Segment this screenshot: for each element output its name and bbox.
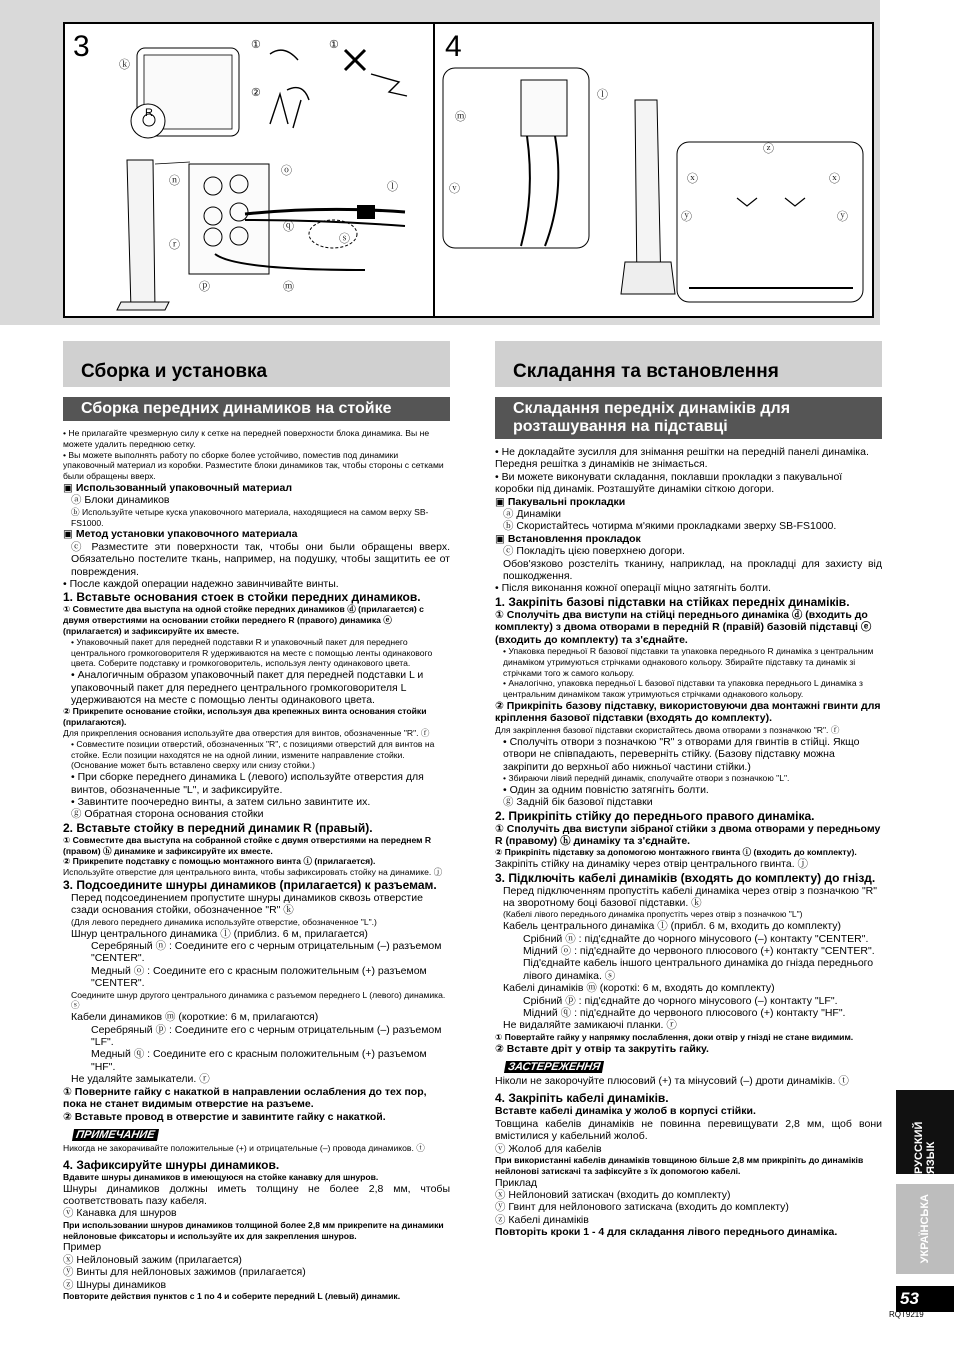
ua-text-line: ⓨ Гвинт для нейлонового затискача (входить до комплекту) xyxy=(495,1201,789,1214)
ru-text-line: ▣ Метод установки упаковочного материала xyxy=(63,528,298,541)
svg-text:ⓢ: ⓢ xyxy=(339,233,350,245)
ua-text-line: ② Вставте дріт у отвір та закрутіть гайку. xyxy=(495,1042,709,1055)
ua-text-line: ① Повертайте гайку у напрямку послаблення, доки отвір у гнізді не стане видимим. xyxy=(495,1031,854,1042)
svg-text:ⓛ: ⓛ xyxy=(387,181,398,193)
svg-text:ⓠ: ⓠ xyxy=(283,221,294,233)
ua-note-label: ЗАСТЕРЕЖЕННЯ xyxy=(504,1061,604,1073)
ru-text-line: ② Вставьте провод в отверстие и завинтите гайку с накаткой. xyxy=(63,1110,386,1123)
ru-text-line: ⓐ Блоки динамиков xyxy=(71,494,170,507)
ru-text-line: Шнуры динамиков должны иметь толщину не более 2,8 мм, чтобы соответствовать пазу кабеля. xyxy=(63,1182,450,1207)
ua-text-line: • Один за одним повністю затягніть болти. xyxy=(503,783,709,796)
svg-text:②: ② xyxy=(251,87,261,99)
svg-text:①: ① xyxy=(251,39,261,51)
ru-subsection-title: Сборка передних динамиков на стойке xyxy=(63,397,450,421)
ua-text-line: Закріпіть стійку на динаміку через отвір центрального гвинта. ⓙ xyxy=(495,858,809,871)
language-tab-ukrainian-label: УКРАЇНСЬКА xyxy=(919,1194,931,1264)
svg-text:ⓨ: ⓨ xyxy=(837,211,848,223)
ua-section-title: Складання та встановлення xyxy=(513,361,779,382)
ru-text-line: Пример xyxy=(63,1241,102,1254)
ua-text-line: ② Прикріпіть підставку за допомогою монтажного гвинта ⓘ (входить до комплекту). xyxy=(495,847,857,858)
russian-column xyxy=(63,341,450,1302)
ru-text-line: ① Совместите два выступа на одной стойке передних динамиков ⓓ (прилагается) с двумя отверстиями на основании стойки переднего R (правого) динамика ⓔ (прилагается) и зафиксируйте их вместе. xyxy=(63,604,424,637)
ua-text-line: Товщина кабелів динаміків не повинна перевищувати 2,8 мм, щоб вони вмістилися у кабельний жолоб. xyxy=(495,1117,882,1143)
ru-text-line: ② Прикрепите подставку с помощью монтажного винта ⓘ (прилагается). xyxy=(63,856,376,867)
ua-text-line: Мідний ⓞ : під'єднайте до червоного плюсового (+) контакту "CENTER". xyxy=(523,944,875,957)
svg-text:ⓧ: ⓧ xyxy=(829,173,840,185)
ua-text-line: Вставте кабелі динаміка у жолоб в корпусі стійки. xyxy=(495,1105,756,1118)
ru-text-line: При использовании шнуров динамиков толщиной более 2,8 мм прикрепите на динамики нейлоновые фиксаторы и используйте их для закрепления шнуров. xyxy=(63,1219,444,1241)
ru-text-line: Серебряный ⓝ : Соедините его с черным отрицательным (–) разъемом "CENTER". xyxy=(91,940,442,965)
ru-text-line: • Упаковочный пакет для передней подставки R и упаковочный пакет для переднего центрального громкоговорителя R удерживаются на месте с помощью ленты одинакового цвета. Соберите подставку и громкоговоритель, используя ленту одинакового цвета. xyxy=(71,636,433,669)
ua-text-line: Срібний ⓟ : під'єднайте до чорного мінусового (–) контакту "LF". xyxy=(523,994,838,1007)
svg-text:ⓨ: ⓨ xyxy=(681,211,692,223)
ru-text-line: Не удаляйте замыкатели. ⓡ xyxy=(71,1073,210,1086)
ru-text-line: • Вы можете выполнять работу по сборке более устойчиво, поместив под динамики упаковочный материал из коробки. Разместите блоки динамиков так, чтобы стороны с сетками были обращены вверх. xyxy=(63,449,444,482)
ua-text-line: • Після виконання кожної операції міцно затягніть болти. xyxy=(495,582,771,595)
language-tab-ukrainian[interactable] xyxy=(896,1184,954,1274)
ru-text-line: (Для левого переднего динамика используйте отверстие, обозначенное "L".) xyxy=(71,916,377,927)
ru-text-line: • Аналогичным образом упаковочный пакет для передней подставки L и упаковочный пакет для переднего центрального громкоговорителя L удерживаются на месте с помощью ленты одинакового цвета. xyxy=(71,669,424,707)
ru-text-line: ⓑ Используйте четыре куска упаковочного материала, находящиеся на самом верху SB-FS1000. xyxy=(71,506,429,528)
assembly-illustration xyxy=(65,24,872,316)
ua-text-line: • Аналогічно, упаковка передньої L базової підставки та упаковка переднього L динаміка з центральним динаміком також утримуються стрічками однакового кольору. xyxy=(503,678,863,700)
ua-text-line: ① Сполучіть два виступи на стійці переднього динаміка ⓓ (входить до комплекту) з двома отворами в передній R (правій) базовій підставці ⓔ (входить до комплекту) та з'єднайте. xyxy=(495,608,872,646)
ua-text-line: ⓐ Динаміки xyxy=(503,508,562,521)
ua-text-line: ② Прикріпіть базову підставку, використовуючи два монтажні гвинти для кріплення базової підставки (входять до комплекту). xyxy=(495,700,881,725)
ua-text-line: • Не докладайте зусилля для знімання решітки на передній панелі динаміка. Передня решітка з динаміків не знімається. xyxy=(495,446,869,471)
figure-box xyxy=(63,22,874,318)
ru-text-line: Шнур центрального динамика ⓛ (приблиз. 6 м, прилагается) xyxy=(71,927,368,940)
ru-text-line: Серебряный ⓟ : Соедините его с черным отрицательным (–) разъемом "LF". xyxy=(91,1023,442,1049)
svg-text:①: ① xyxy=(329,39,339,51)
svg-text:ⓚ: ⓚ xyxy=(119,59,130,71)
ru-text-line: Медный ⓠ : Соедините его с красным положительным (+) разъемом "HF". xyxy=(91,1048,427,1073)
ru-text-line: ② Прикрепите основание стойки, используя два крепежных винта основания стойки (прилагаются). xyxy=(63,706,427,728)
ua-text-line: Для закріплення базової підставки скористайтесь двома отворами з позначкою "R". ⓕ xyxy=(495,724,840,735)
ru-text-line: ① Совместите два выступа на собранной стойке с двумя отверстиями на переднем R (правом) ⓗ динамике и зафиксируйте их вместе. xyxy=(63,834,432,856)
ru-text-line: Кабели динамиков ⓜ (короткие: 6 м, прилагаются) xyxy=(71,1011,319,1024)
ru-body xyxy=(63,428,450,1123)
ua-text-line: ⓑ Скористайтесь чотирма м'якими прокладками зверху SB-FS1000. xyxy=(503,520,837,533)
ua-text-line: 4. Закріпіть кабелі динаміків. xyxy=(495,1091,669,1106)
ua-text-line: Під'єднайте кабель іншого центрального динаміка до гнізда переднього лівого динаміка. ⓢ xyxy=(523,957,874,982)
ru-text-line: Медный ⓞ : Соедините его с красным положительным (+) разъемом "CENTER". xyxy=(91,964,427,990)
ru-text-line: ⓖ Обратная сторона основания стойки xyxy=(71,808,264,821)
ru-text-line: Используйте отверстие для центрального винта, чтобы зафиксировать стойку на динамике. ⓙ xyxy=(63,867,443,878)
ua-text-line: ⓥ Жолоб для кабелів xyxy=(495,1142,602,1155)
ru-text-line: ① Поверните гайку с накаткой в направлении ослабления до тех пор, пока не станет видимым отверстие на разъеме. xyxy=(63,1085,427,1111)
ru-text-line: • После каждой операции надежно завинчивайте винты. xyxy=(63,578,339,591)
ua-text-line: ⓩ Кабелі динаміків xyxy=(495,1213,589,1226)
ua-text-line: ⓖ Задній бік базової підставки xyxy=(503,796,653,809)
ua-text-line: 2. Прикріпіть стійку до переднього правого динаміка. xyxy=(495,808,815,823)
ua-text-line: ⓧ Нейлоновий затискач (входить до комплекту) xyxy=(495,1189,731,1202)
ru-body-2 xyxy=(63,1158,450,1302)
svg-text:ⓜ: ⓜ xyxy=(455,111,466,123)
ua-text-line: 1. Закріпіть базові підставки на стійках передніх динаміків. xyxy=(495,594,850,609)
ru-section-title-bar xyxy=(63,341,450,387)
figure-3-number: 3 xyxy=(73,30,90,63)
ua-text-line: Кабель центрального динаміка ⓛ (прибл. 6 м, входить до комплекту) xyxy=(503,920,842,933)
ua-text-line: Кабелі динаміків ⓜ (короткі: 6 м, входять до комплекту) xyxy=(503,982,775,995)
svg-text:ⓡ: ⓡ xyxy=(169,239,180,251)
ru-text-line: 4. Зафиксируйте шнуры динамиков. xyxy=(63,1157,280,1172)
ua-text-line: Мідний ⓠ : під'єднайте до червоного плюсового (+) контакту "HF". xyxy=(523,1006,846,1019)
svg-text:ⓛ: ⓛ xyxy=(597,89,608,101)
ru-text-line: ⓨ Винты для нейлоновых зажимов (прилагается) xyxy=(63,1266,306,1279)
svg-text:ⓜ: ⓜ xyxy=(283,281,294,293)
ua-text-line: ① Сполучіть два виступи зібраної стійки з двома отворами у передньому R (правому) ⓗ динаміку та з'єднайте. xyxy=(495,822,881,847)
ru-text-line: • Завинтите поочередно винты, а затем сильно завинтите их. xyxy=(71,796,371,809)
ua-text-line: Приклад xyxy=(495,1176,538,1189)
ua-text-line: При використанні кабелів динаміків товщиною більше 2,8 мм прикріпіть до динаміків нейлонові затискачі та зафіксуйте з їх допомогою кабелі. xyxy=(495,1155,864,1176)
ru-text-line: ⓩ Шнуры динамиков xyxy=(63,1278,167,1291)
ua-text-line: 3. Підключіть кабелі динаміків (входять до комплекту) до гнізд. xyxy=(495,870,876,885)
ru-text-line: Вдавите шнуры динамиков в имеющуюся на стойке канавку для шнуров. xyxy=(63,1171,379,1182)
ru-text-line: Перед подсоединением пропустите шнуры динамиков сквозь отверстие сзади основания стойки, обозначенное "R" ⓚ xyxy=(71,892,423,917)
ru-section-title: Сборка и установка xyxy=(81,361,268,382)
svg-text:ⓧ: ⓧ xyxy=(687,173,698,185)
ua-text-line: • Збираючи лівий передній динамік, сполучайте отвори з позначкою "L". xyxy=(503,772,790,783)
ru-text-line: • При сборке переднего динамика L (левого) используйте отверстия для винтов, обозначенные "L", и зафиксируйте. xyxy=(71,771,424,796)
ua-text-line: Не видаляйте замикаючі планки. ⓡ xyxy=(503,1019,677,1032)
ru-text-line: 3. Подсоедините шнуры динамиков (прилагается) к разъемам. xyxy=(63,878,437,893)
svg-text:R: R xyxy=(145,107,153,119)
ru-text-line: ⓥ Канавка для шнуров xyxy=(63,1207,177,1220)
ru-text-line: Для прикрепления основания используйте два отверстия для винтов, обозначенные "R". ⓕ xyxy=(63,728,430,739)
ua-text-line: ▣ Пакувальні прокладки xyxy=(495,495,626,508)
ua-text-line: Срібний ⓝ : під'єднайте до чорного мінусового (–) контакту "CENTER". xyxy=(523,932,869,945)
ru-text-line: ⓒ Разместите эти поверхности так, чтобы они были обращены вверх. Обязательно постелите ткань, например, на подушку, чтобы защитить ее от повреждения. xyxy=(71,540,450,578)
ru-text-line: • Не прилагайте чрезмерную силу к сетке на передней поверхности блока динамика. Вы не можете удалить переднюю сетку. xyxy=(63,428,430,449)
page-number: 53 xyxy=(896,1286,954,1312)
language-tab-russian[interactable] xyxy=(896,1090,954,1174)
ua-text-line: ⓒ Покладіть цією поверхнею догори. xyxy=(503,545,685,558)
svg-text:ⓥ: ⓥ xyxy=(449,183,460,195)
ua-text-line: Повторіть кроки 1 - 4 для складання лівого переднього динаміка. xyxy=(495,1226,838,1239)
ukrainian-column xyxy=(495,341,882,1239)
ru-note-label: ПРИМЕЧАНИЕ xyxy=(72,1129,159,1141)
ua-text-line: ▣ Встановлення прокладок xyxy=(495,532,641,545)
ua-text-line: Перед підключенням пропустіть кабелі динаміка через отвір з позначкою "R" на зворотному боці базової підставки. ⓚ xyxy=(503,884,877,909)
figure-4-number: 4 xyxy=(445,30,462,63)
ru-text-line: 2. Вставьте стойку в передний динамик R (правый). xyxy=(63,820,373,835)
ua-section-title-bar xyxy=(495,341,882,387)
ru-text-line: ⓧ Нейлоновый зажим (прилагается) xyxy=(63,1253,242,1266)
ua-text-line: Обов'язково розстеліть тканину, наприклад, на прокладці для захисту від пошкодження. xyxy=(503,557,882,583)
svg-text:ⓝ: ⓝ xyxy=(169,175,180,187)
ru-text-line: Повторите действия пунктов с 1 по 4 и соберите передний L (левый) динамик. xyxy=(63,1290,401,1301)
ru-text-line: • Совместите позиции отверстий, обозначенных "R", с позициями отверстий для винтов на стойке. Если позиции находятся не на одной линии, измените направление стойки. (Основание может быть вставлено сверху или снизу стойки.) xyxy=(71,738,435,771)
svg-text:ⓩ: ⓩ xyxy=(763,143,774,155)
ua-text-line: (Кабелі лівого переднього динаміка пропустіть через отвір з позначкою "L") xyxy=(503,909,803,920)
ua-note-text: Ніколи не закорочуйте плюсовий (+) та мінусовий (–) дроти динаміків. ⓣ xyxy=(495,1075,849,1087)
ru-text-line: Соедините шнур другого центрального динамика с разъемом переднего L (левого) динамика. ⓢ xyxy=(71,989,446,1011)
ru-note-text: Никогда не закорачивайте положительные (+) и отрицательные (–) провода динамиков. ⓣ xyxy=(63,1142,425,1153)
svg-text:ⓞ: ⓞ xyxy=(281,165,292,177)
ua-text-line: • Ви можете виконувати складання, поклавши прокладки з пакувальної коробки під динамік. Розташуйте динаміки сіткою догори. xyxy=(495,470,843,496)
ua-body-2 xyxy=(495,1091,882,1238)
document-code: RQT9219 xyxy=(889,1310,924,1319)
language-tab-russian-label: РУССКИЙ ЯЗЫК xyxy=(913,1121,937,1174)
ua-subsection-title: Складання передніх динаміків для розташування на підставці xyxy=(495,397,882,439)
ua-body xyxy=(495,446,882,1055)
ua-text-line: • Сполучіть отвори з позначкою "R" з отворами для гвинтів в стійці. Якщо отвори не співпадають, переверніть стійку. (Базову підставку можна закріпити до верхньої або нижньої частини стійки.) xyxy=(503,735,860,773)
ua-text-line: • Упаковка передньої R базової підставки та упаковка переднього R динаміка з центральним динаміком утримуються стрічками однакового кольору. Збирайте підставку та динамік зі стрічками того ж самого кольору. xyxy=(503,646,874,678)
ru-text-line: ▣ Использованный упаковочный материал xyxy=(63,481,293,494)
ru-text-line: 1. Вставьте основания стоек в стойки передних динамиков. xyxy=(63,590,421,605)
svg-text:ⓟ: ⓟ xyxy=(199,281,210,293)
